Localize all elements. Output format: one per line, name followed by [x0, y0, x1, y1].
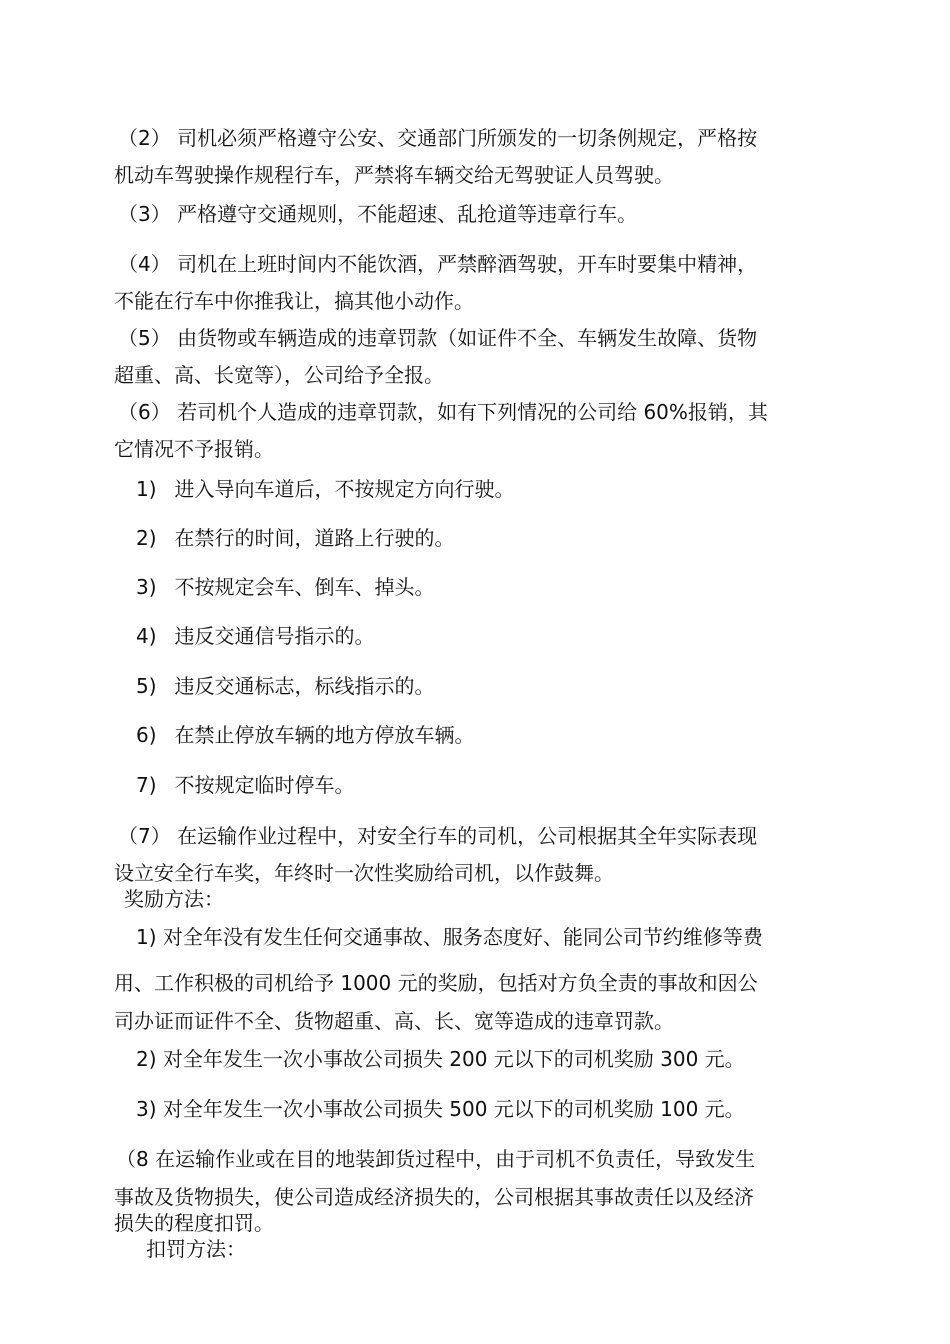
sub-item-text: 进入导向车道后，不按规定方向行驶。	[174, 477, 515, 501]
item8-line3: 损失的程度扣罚。	[114, 1211, 274, 1235]
sub-item-5	[136, 673, 435, 699]
sub-item-4	[136, 623, 375, 649]
reward1-line2: 用、工作积极的司机给予 1000 元的奖励，包括对方负全责的事故和因公	[114, 971, 758, 995]
item8-line1: （8 在运输作业或在目的地装卸货过程中，由于司机不负责任，导致发生	[116, 1147, 756, 1171]
item7-line2: 设立安全行车奖，年终时一次性奖励给司机，以作鼓舞。	[114, 861, 614, 885]
sub-item-text: 违反交通信号指示的。	[174, 624, 375, 648]
item6-line1: （6） 若司机个人造成的违章罚款，如有下列情况的公司给 60%报销，其	[118, 400, 768, 424]
item2-line2: 机动车驾驶操作规程行车，严禁将车辆交给无驾驶证人员驾驶。	[114, 163, 674, 187]
sub-item-text: 违反交通标志，标线指示的。	[174, 674, 435, 698]
sub-item-number: 3)	[136, 575, 157, 599]
sub-item-1	[136, 476, 515, 502]
item6-line2: 它情况不予报销。	[114, 437, 274, 461]
item5-line2: 超重、高、长宽等），公司给予全报。	[114, 363, 444, 387]
reward3: 3) 对全年发生一次小事故公司损失 500 元以下的司机奖励 100 元。	[136, 1097, 745, 1121]
reward2: 2) 对全年发生一次小事故公司损失 200 元以下的司机奖励 300 元。	[136, 1047, 745, 1071]
sub-item-number: 5)	[136, 674, 157, 698]
sub-item-number: 6)	[136, 723, 157, 747]
penalty-heading: 扣罚方法：	[146, 1237, 246, 1261]
item4-line1: （4） 司机在上班时间内不能饮酒，严禁醉酒驾驶，开车时要集中精神，	[118, 252, 758, 276]
sub-item-6	[136, 722, 475, 748]
sub-item-text: 在禁止停放车辆的地方停放车辆。	[174, 723, 475, 747]
sub-item-2	[136, 525, 455, 551]
item7-line1: （7） 在运输作业过程中，对安全行车的司机，公司根据其全年实际表现	[118, 824, 758, 848]
sub-item-text: 不按规定会车、倒车、掉头。	[174, 575, 435, 599]
sub-item-7	[136, 772, 355, 798]
reward1-line3: 司办证而证件不全、货物超重、高、长、宽等造成的违章罚款。	[114, 1009, 674, 1033]
sub-item-text: 不按规定临时停车。	[174, 773, 355, 797]
sub-item-number: 7)	[136, 773, 157, 797]
item4-line2: 不能在行车中你推我让，搞其他小动作。	[114, 289, 474, 313]
item8-line2: 事故及货物损失，使公司造成经济损失的，公司根据其事故责任以及经济	[114, 1185, 754, 1209]
sub-item-number: 4)	[136, 624, 157, 648]
sub-item-number: 1)	[136, 477, 157, 501]
sub-item-text: 在禁行的时间，道路上行驶的。	[174, 526, 455, 550]
sub-item-number: 2)	[136, 526, 157, 550]
item3-line1: （3） 严格遵守交通规则，不能超速、乱抢道等违章行车。	[118, 202, 638, 226]
reward1-line1: 1) 对全年没有发生任何交通事故、服务态度好、能同公司节约维修等费	[136, 925, 763, 949]
reward-heading: 奖励方法：	[124, 887, 224, 911]
item5-line1: （5） 由货物或车辆造成的违章罚款（如证件不全、车辆发生故障、货物	[118, 326, 758, 350]
item2-line1: （2） 司机必须严格遵守公安、交通部门所颁发的一切条例规定，严格按	[118, 126, 758, 150]
sub-item-3	[136, 574, 435, 600]
